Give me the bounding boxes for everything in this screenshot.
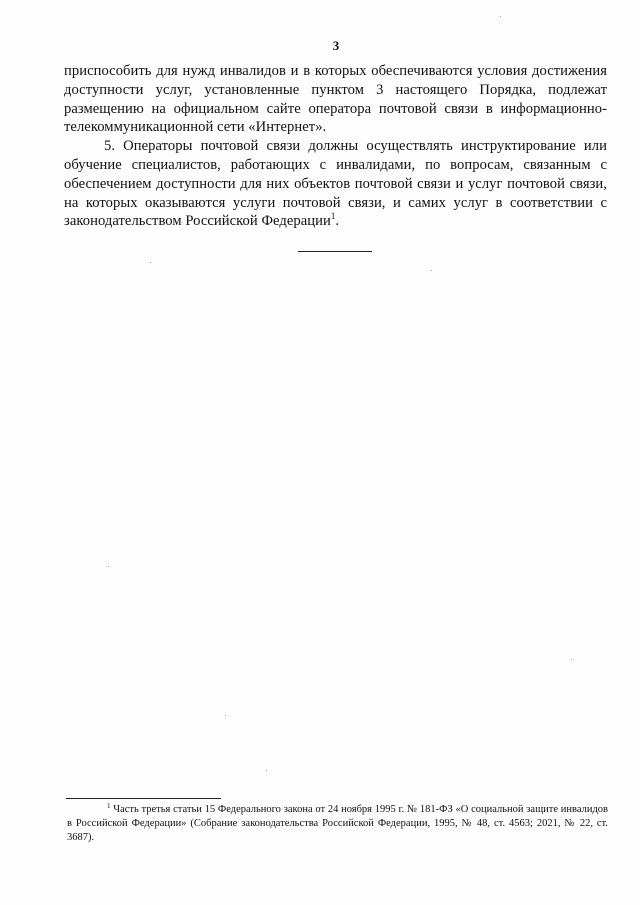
scan-speck xyxy=(500,16,501,17)
paragraph-item-5-text: 5. Операторы почтовой связи должны осуществлять инструктирование или обучение специалистов, работающих с инвалидами, по вопросам, связанным с обеспечением доступности для них объектов почтовой связи и услуг почтовой связи, на которых оказываются услуги почтовой связи, и самих услуг в соответствии с законодательством Российской Федерации xyxy=(64,138,607,230)
scan-speck xyxy=(431,270,432,271)
scan-speck xyxy=(108,566,109,567)
footnote-reference: 1 xyxy=(330,211,336,222)
scan-speck xyxy=(225,715,226,716)
scan-speck xyxy=(571,659,572,660)
paragraph-end-period: . xyxy=(335,213,340,230)
footnote xyxy=(67,803,608,844)
paragraph-item-5 xyxy=(64,137,607,231)
footnote-divider xyxy=(66,798,221,799)
page-number: 3 xyxy=(332,38,340,53)
body-text xyxy=(64,62,607,231)
scan-speck xyxy=(150,262,151,263)
footnote-paragraph xyxy=(67,803,608,844)
paragraph-continuation: приспособить для нужд инвалидов и в которых обеспечиваются условия достижения доступности услуг, установленные пунктом 3 настоящего Порядка, подлежат размещению на официальном сайте оператора почтовой связи в информационно-телекоммуникационной сети «Интернет». xyxy=(64,63,607,136)
scan-speck xyxy=(266,770,267,771)
footnote-text: Часть третья статьи 15 Федерального закона от 24 ноября 1995 г. № 181-ФЗ «О социальной защите инвалидов в Российской Федерации» (Собрание законодательства Российской Федерации, 1995, № 48, ст. 4563; 2021, № 22, ст. 3687). xyxy=(67,804,608,843)
footnote-marker: 1 xyxy=(107,802,111,810)
end-of-text-separator xyxy=(298,251,372,252)
